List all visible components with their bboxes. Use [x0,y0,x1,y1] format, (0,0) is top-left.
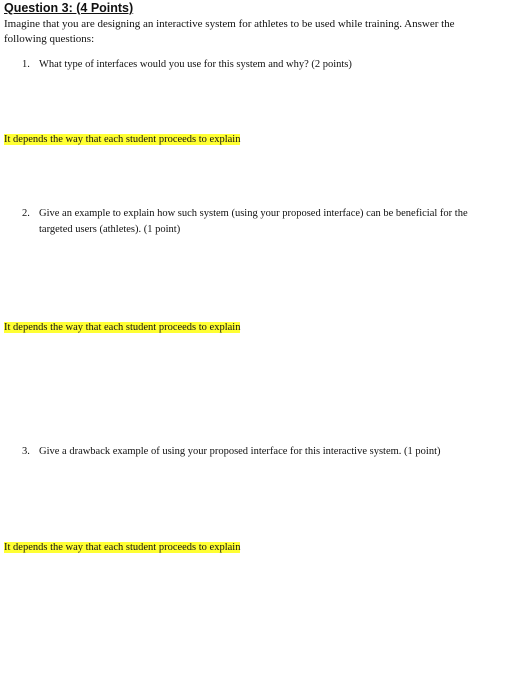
answer-text-1: It depends the way that each student proceeds to explain [4,134,241,145]
question-heading: Question 3: (4 Points) [4,1,134,15]
question-item-1 [22,57,500,73]
answer-3 [4,541,240,554]
question-text-2: Give an example to explain how such system (using your proposed interface) can be beneficial for the targeted users (athletes). (1 point) [39,208,468,235]
question-text-3: Give a drawback example of using your proposed interface for this interactive system. (1 point) [39,446,441,457]
question-text-1: What type of interfaces would you use for this system and why? (2 points) [39,59,352,70]
question-item-2 [22,206,500,238]
answer-2 [4,321,240,334]
question-number-2: 2. [22,208,30,219]
answer-text-3: It depends the way that each student proceeds to explain [4,542,241,553]
question-number-1: 1. [22,59,30,70]
question-item-3 [22,444,500,460]
answer-text-2: It depends the way that each student proceeds to explain [4,322,241,333]
question-number-3: 3. [22,446,30,457]
question-intro: Imagine that you are designing an interactive system for athletes to be used while training. Answer the following questions: [4,18,455,45]
answer-1 [4,133,240,146]
